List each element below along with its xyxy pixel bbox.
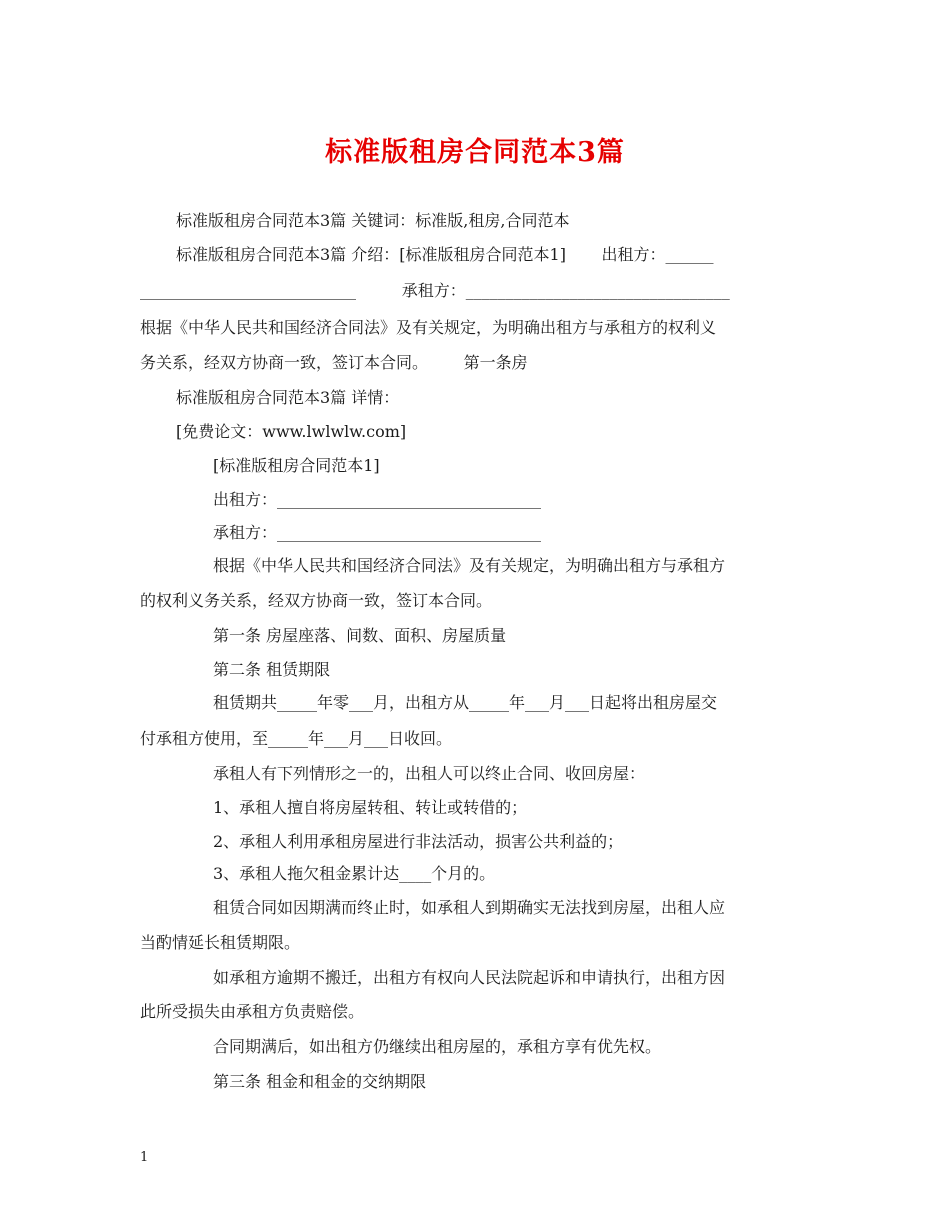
- page-number: 1: [140, 1150, 149, 1165]
- paragraph-line: 租赁合同如因期满而终止时，如承租人到期确实无法找到房屋，出租人应: [213, 898, 726, 917]
- article-heading: 第一条 房屋座落、间数、面积、房屋质量: [213, 626, 507, 645]
- keywords-line: 标准版租房合同范本3篇 关键词：标准版,租房,合同范本: [176, 211, 570, 230]
- details-heading: 标准版租房合同范本3篇 详情：: [176, 388, 400, 407]
- article-heading: 第三条 租金和租金的交纳期限: [213, 1072, 427, 1091]
- paragraph-line: 如承租方逾期不搬迁，出租方有权向人民法院起诉和申请执行，出租方因: [213, 968, 726, 987]
- intro-line-3: 根据《中华人民共和国经济合同法》及有关规定，为明确出租方与承租方的权利义: [140, 318, 717, 337]
- document-title: 标准版租房合同范本3篇: [325, 137, 625, 168]
- source-line: [免费论文：www.lwlwlw.com]: [176, 422, 407, 441]
- article-heading: 第二条 租赁期限: [213, 660, 331, 679]
- intro-line-4: 务关系，经双方协商一致，签订本合同。 第一条房: [140, 353, 528, 372]
- lessor-line: 出租方：_________________________________: [213, 490, 542, 509]
- list-item: 1、承租人擅自将房屋转租、转让或转借的；: [213, 798, 528, 817]
- intro-line-2: ___________________________ 承租方：_________________________________: [140, 281, 730, 300]
- list-item: 3、承租人拖欠租金累计达____个月的。: [213, 864, 496, 883]
- intro-line: 标准版租房合同范本3篇 介绍：[标准版租房合同范本1] 出租方：______: [176, 245, 714, 264]
- paragraph-line: 租赁期共_____年零___月，出租方从_____年___月___日起将出租房屋交: [213, 693, 718, 712]
- paragraph-line: 根据《中华人民共和国经济合同法》及有关规定，为明确出租方与承租方: [213, 556, 726, 575]
- paragraph-line: 此所受损失由承租方负责赔偿。: [140, 1002, 365, 1021]
- paragraph-line: 承租人有下列情形之一的，出租人可以终止合同、收回房屋：: [213, 764, 646, 783]
- paragraph-line: 合同期满后，如出租方仍继续出租房屋的，承租方享有优先权。: [213, 1037, 662, 1056]
- list-item: 2、承租人利用承租房屋进行非法活动，损害公共利益的；: [213, 832, 624, 851]
- paragraph-line: 付承租方使用，至_____年___月___日收回。: [140, 729, 453, 748]
- paragraph-line: 当酌情延长租赁期限。: [140, 933, 301, 952]
- paragraph-line: 的权利义务关系，经双方协商一致，签订本合同。: [140, 591, 493, 610]
- contract-heading: [标准版租房合同范本1]: [213, 456, 380, 475]
- lessee-line: 承租方：_________________________________: [213, 523, 542, 542]
